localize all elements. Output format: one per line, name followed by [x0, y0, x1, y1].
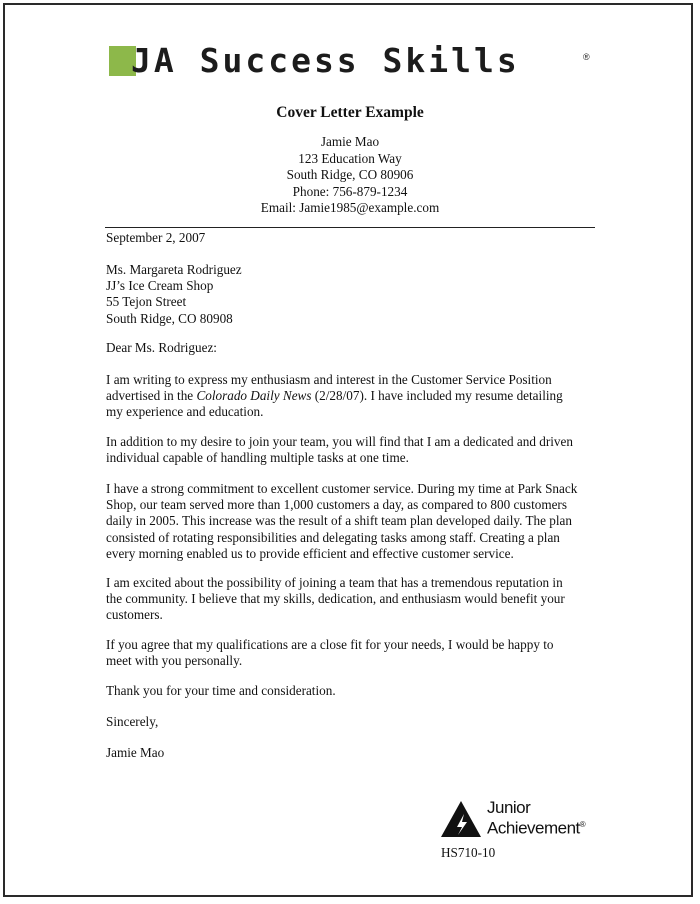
wordmark-line-1: Junior [487, 798, 531, 817]
paragraph-line: my experience and education. [106, 404, 264, 420]
junior-achievement-logo-icon [440, 800, 482, 838]
paragraph-2 [106, 434, 606, 466]
thanks-line [106, 683, 606, 699]
closing [106, 714, 606, 730]
thanks-text: Thank you for your time and consideration. [106, 683, 336, 698]
paragraph-line [106, 388, 606, 404]
wordmark-text: Achievement [487, 818, 580, 838]
sender-phone: Phone: 756-879-1234 [292, 183, 408, 199]
paragraph-line: daily in 2005. This increase was the result of a shift team plan developed daily. The plan [106, 513, 572, 529]
signature [106, 745, 606, 761]
wordmark-line-2 [487, 816, 585, 837]
paragraph-text: (2/28/07). I have included my resume detailing [311, 388, 563, 404]
recipient-block [106, 262, 606, 327]
sender-name: Jamie Mao [320, 134, 380, 149]
closing-text: Sincerely, [106, 714, 159, 729]
sender-city: South Ridge, CO 80906 [286, 167, 414, 182]
document-title: Cover Letter Example [276, 104, 424, 121]
date-line: September 2, 2007 [106, 230, 206, 245]
document-code: HS710-10 [441, 845, 496, 860]
paragraph-line: consisted of rotating responsibilities and delegating tasks among staff. Creating a plan [106, 529, 560, 545]
sender-email: Email: Jamie1985@example.com [260, 200, 440, 215]
recipient-city: South Ridge, CO 80908 [106, 310, 233, 326]
sender-block [0, 134, 700, 217]
junior-achievement-wordmark [487, 799, 585, 837]
paragraph-line: meet with you personally. [106, 653, 243, 669]
paragraph-5 [106, 637, 606, 669]
paragraph-line: If you agree that my qualifications are a close fit for your needs, I would be happy to [106, 637, 554, 652]
paragraph-3 [106, 481, 606, 562]
signature-text: Jamie Mao [106, 745, 165, 760]
wordmark-registered-mark: ® [579, 820, 586, 829]
recipient-name: Ms. Margareta Rodriguez [106, 262, 242, 277]
paragraph-line: I am excited about the possibility of joining a team that has a tremendous reputation in [106, 575, 563, 590]
paragraph-line: I have a strong commitment to excellent customer service. During my time at Park Snack [106, 481, 578, 496]
paragraph-line: Shop, our team served more than 1,000 customers a day, as compared to 800 customers [106, 497, 567, 513]
header-divider [105, 227, 595, 228]
paragraph-line: customers. [106, 607, 163, 623]
paragraph-1 [106, 372, 606, 421]
paragraph-text: advertised in the [106, 388, 197, 404]
logo-registered-mark: ® [583, 52, 590, 62]
paragraph-4 [106, 575, 606, 624]
logo-text: JA Success Skills [131, 41, 520, 80]
paragraph-line: every morning enabled us to provide efficient and effective customer service. [106, 545, 514, 561]
paragraph-line: I am writing to express my enthusiasm and interest in the Customer Service Position [106, 372, 552, 387]
paragraph-line: In addition to my desire to join your team, you will find that I am a dedicated and driven [106, 434, 573, 449]
recipient-company: JJ’s Ice Cream Shop [106, 278, 214, 294]
letter-date [106, 230, 606, 246]
newspaper-title: Colorado Daily News [196, 388, 312, 404]
salutation [106, 340, 606, 356]
salutation-line: Dear Ms. Rodriguez: [106, 340, 217, 355]
paragraph-line: individual capable of handling multiple tasks at one time. [106, 450, 409, 466]
recipient-street: 55 Tejon Street [106, 294, 187, 310]
paragraph-line: the community. I believe that my skills, dedication, and enthusiasm would benefit your [106, 591, 565, 607]
sender-street: 123 Education Way [298, 150, 402, 166]
